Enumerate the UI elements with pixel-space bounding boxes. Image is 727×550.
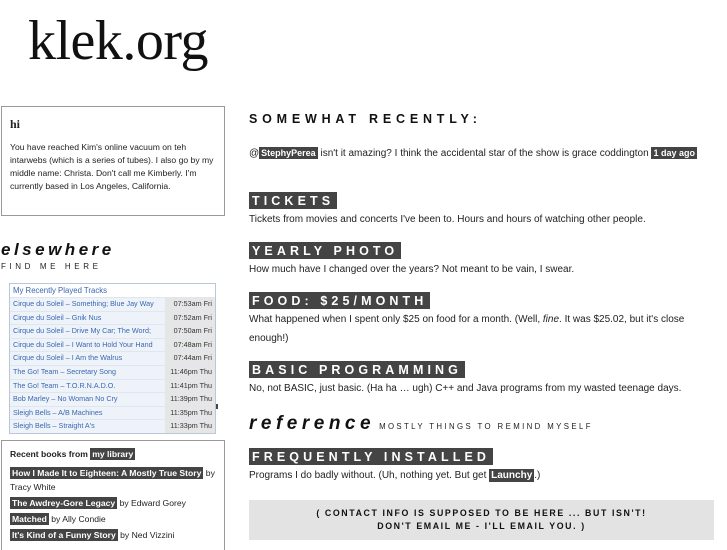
intro-text: You have reached Kim's online vacuum on teh intarwebs (which is a series of tubes). I also go by my middle name: Christa. Don't call me Kimberly. I'm currently based in Los Angeles, California. [10, 142, 214, 191]
track-time: 11:41pm Thu [165, 380, 215, 393]
track-row [10, 365, 215, 379]
track-row [10, 419, 215, 433]
tweet-time-link[interactable]: 1 day ago [653, 148, 695, 158]
book-item [10, 528, 216, 542]
track-title-link[interactable]: Cirque du Soleil – Gnik Nus [10, 312, 165, 325]
food-desc-b: . It was $25.02, but it's close enough!) [249, 314, 685, 344]
intro-title: hi [10, 117, 21, 131]
yearly-photo-link[interactable]: YEARLY PHOTO [249, 242, 401, 259]
track-time: 07:48am Fri [165, 339, 215, 352]
book-title-link[interactable]: It's Kind of a Funny Story [12, 530, 116, 540]
track-title-link[interactable]: The Go! Team – Secretary Song [10, 366, 165, 379]
track-row [10, 297, 215, 311]
recent-tracks-widget [9, 283, 216, 434]
food-desc-em: fine [542, 314, 560, 325]
food-desc [249, 310, 719, 348]
basic-programming-desc: No, not BASIC, just basic. (Ha ha … ugh) C++ and Java programs from my wasted teenage days. [249, 383, 682, 394]
track-row [10, 311, 215, 325]
track-row [10, 392, 215, 406]
track-time: 11:39pm Thu [165, 393, 215, 406]
basic-programming-section [249, 361, 719, 398]
track-time: 11:33pm Thu [165, 420, 215, 433]
elsewhere-title: elsewhere [1, 240, 115, 259]
contact-box [249, 500, 714, 540]
book-title-link[interactable]: The Awdrey-Gore Legacy [12, 498, 116, 508]
book-author: by Edward Gorey [119, 498, 186, 508]
track-title-link[interactable]: Sleigh Bells – Straight A's [10, 420, 165, 433]
book-title-link[interactable]: How I Made It to Eighteen: A Mostly True Story [12, 468, 202, 478]
book-author: by Tracy White [10, 468, 215, 492]
track-time: 11:35pm Thu [165, 407, 215, 420]
frequently-installed-section [249, 448, 719, 485]
book-title-link[interactable]: Matched [12, 514, 47, 524]
tickets-link[interactable]: TICKETS [249, 192, 337, 209]
track-time: 07:50am Fri [165, 325, 215, 338]
food-section [249, 292, 719, 348]
track-time: 07:53am Fri [165, 298, 215, 311]
track-title-link[interactable]: Cirque du Soleil – Drive My Car; The Word; [10, 325, 165, 338]
elsewhere-subtitle: FIND ME HERE [1, 262, 102, 271]
yearly-photo-desc: How much have I changed over the years? Not meant to be vain, I swear. [249, 264, 575, 275]
tickets-desc: Tickets from movies and concerts I've been to. Hours and hours of watching other people. [249, 214, 646, 225]
elsewhere-section [1, 240, 115, 271]
tweet-at: @ [249, 148, 260, 159]
book-author: by Ally Condie [51, 514, 106, 524]
reference-title: reference [249, 413, 376, 434]
basic-programming-link[interactable]: BASIC PROGRAMMING [249, 361, 465, 378]
latest-tweet [249, 143, 714, 164]
tweet-text: isn't it amazing? I think the accidental star of the show is grace coddington [317, 148, 652, 159]
faq-desc-a: Programs I do badly without. (Uh, nothing yet. But get [249, 470, 490, 481]
frequently-installed-desc [249, 466, 719, 485]
track-title-link[interactable]: The Go! Team – T.O.R.N.A.D.O. [10, 380, 165, 393]
my-library-link[interactable]: my library [92, 449, 134, 459]
track-row [10, 379, 215, 393]
books-box [1, 440, 225, 550]
track-row [10, 406, 215, 420]
books-heading-text: Recent books from [10, 449, 88, 459]
yearly-photo-section [249, 242, 719, 279]
track-title-link[interactable]: Cirque du Soleil – Something; Blue Jay Way [10, 298, 165, 311]
track-title-link[interactable]: Cirque du Soleil – I Want to Hold Your Hand [10, 339, 165, 352]
tracks-header[interactable]: My Recently Played Tracks [10, 284, 215, 297]
contact-line-1: ( CONTACT INFO IS SUPPOSED TO BE HERE ... BUT ISN'T! [316, 508, 647, 518]
tickets-section [249, 192, 719, 229]
food-link[interactable]: FOOD: $25/MONTH [249, 292, 430, 309]
books-heading [10, 449, 216, 459]
track-time: 11:46pm Thu [165, 366, 215, 379]
faq-desc-b: .) [534, 470, 541, 481]
book-item [10, 512, 216, 526]
recent-section-title: SOMEWHAT RECENTLY: [249, 112, 482, 126]
track-time: 07:44am Fri [165, 352, 215, 365]
track-row [10, 338, 215, 352]
track-row [10, 324, 215, 338]
tweet-handle-link[interactable]: StephyPerea [261, 148, 316, 158]
frequently-installed-link[interactable]: FREQUENTLY INSTALLED [249, 448, 493, 465]
food-desc-a: What happened when I spent only $25 on food for a month. (Well, [249, 314, 543, 325]
launchy-link[interactable]: Launchy [491, 470, 533, 481]
track-title-link[interactable]: Sleigh Bells – A/B Machines [10, 407, 165, 420]
track-title-link[interactable]: Cirque du Soleil – I Am the Walrus [10, 352, 165, 365]
book-item [10, 466, 216, 494]
site-logo[interactable]: klek.org [28, 10, 209, 72]
book-author: by Ned Vizzini [120, 530, 175, 540]
reference-subtitle: MOSTLY THINGS TO REMIND MYSELF [379, 422, 593, 431]
track-time: 07:52am Fri [165, 312, 215, 325]
track-title-link[interactable]: Bob Marley – No Woman No Cry [10, 393, 165, 406]
intro-box [1, 106, 225, 216]
track-row [10, 351, 215, 365]
book-item [10, 496, 216, 510]
contact-line-2: DON'T EMAIL ME - I'LL EMAIL YOU. ) [377, 521, 586, 531]
reference-heading [249, 413, 593, 435]
